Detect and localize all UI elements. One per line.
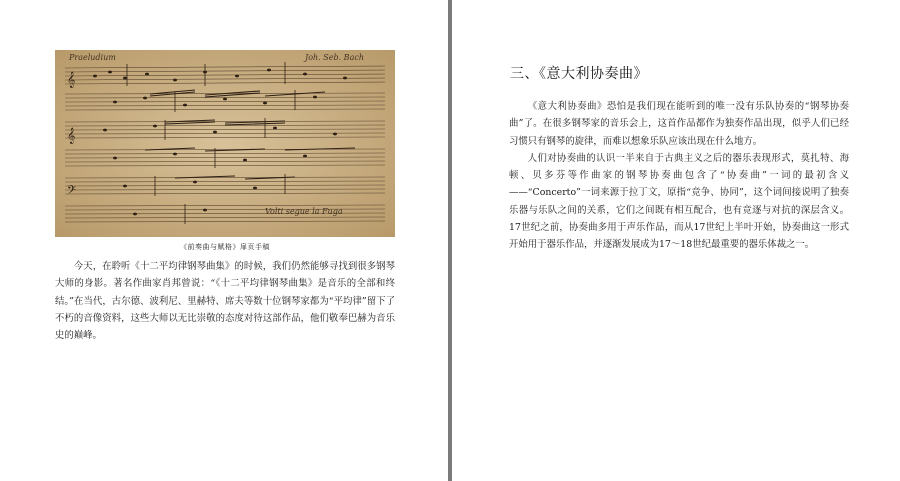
manuscript-illustration [55, 50, 395, 237]
right-text-block [509, 98, 849, 254]
right-paragraph-2: 人们对协奏曲的认识一半来自于古典主义之后的器乐表现形式，莫扎特、海顿、贝多芬等作曲家的钢琴协奏曲包含了“协奏曲”一词的最初含义——“Concerto”一词来源于拉丁文，原指“竞争、协同”，这个词间接说明了独奏乐器与乐队之间的关系，它们之间既有相互配合，也有竞逐与对抗的深层含义。17世纪之前，协奏曲多用于声乐作品，而从17世纪上半叶开始，协奏曲这一形式开始用于器乐作品，并逐渐发展成为17～18世纪最重要的器乐体裁之一。 [509, 152, 849, 251]
manuscript-image [55, 50, 395, 237]
svg-text:𝄢: 𝄢 [67, 184, 77, 200]
svg-text:Joh. Seb. Bach: Joh. Seb. Bach [305, 53, 364, 62]
section-heading: 三、《意大利协奏曲》 [510, 66, 648, 82]
svg-text:Praeludium: Praeludium [69, 53, 116, 62]
left-page [0, 0, 448, 481]
left-text-block [55, 258, 395, 344]
right-paragraph-1: 《意大利协奏曲》恐怕是我们现在能听到的唯一没有乐队协奏的“钢琴协奏曲”了。在很多钢琴家的音乐会上，这首作品都作为独奏作品出现，似乎人们已经习惯只有钢琴的旋律，而难以想象乐队应该出现在什么地方。 [509, 101, 849, 147]
svg-text:𝄞: 𝄞 [67, 128, 76, 144]
figure-caption: 《前奏曲与赋格》扉页手稿 [180, 243, 270, 251]
svg-text:𝄞: 𝄞 [67, 72, 76, 88]
left-paragraph: 今天，在聆听《十二平均律钢琴曲集》的时候，我们仍然能够寻找到很多钢琴大师的身影。著名作曲家肖邦曾说：“《十二平均律钢琴曲集》是音乐的全部和终结。”在当代，古尔德、波利尼、里赫特、席夫等数十位钢琴家都为“平均律”留下了不朽的音像资料，这些大师以无比崇敬的态度对待这部作品，他们敬奉巴赫为音乐史的巅峰。 [55, 261, 395, 342]
svg-text:Volti segue la Fuga: Volti segue la Fuga [265, 207, 343, 216]
right-page [452, 0, 900, 481]
